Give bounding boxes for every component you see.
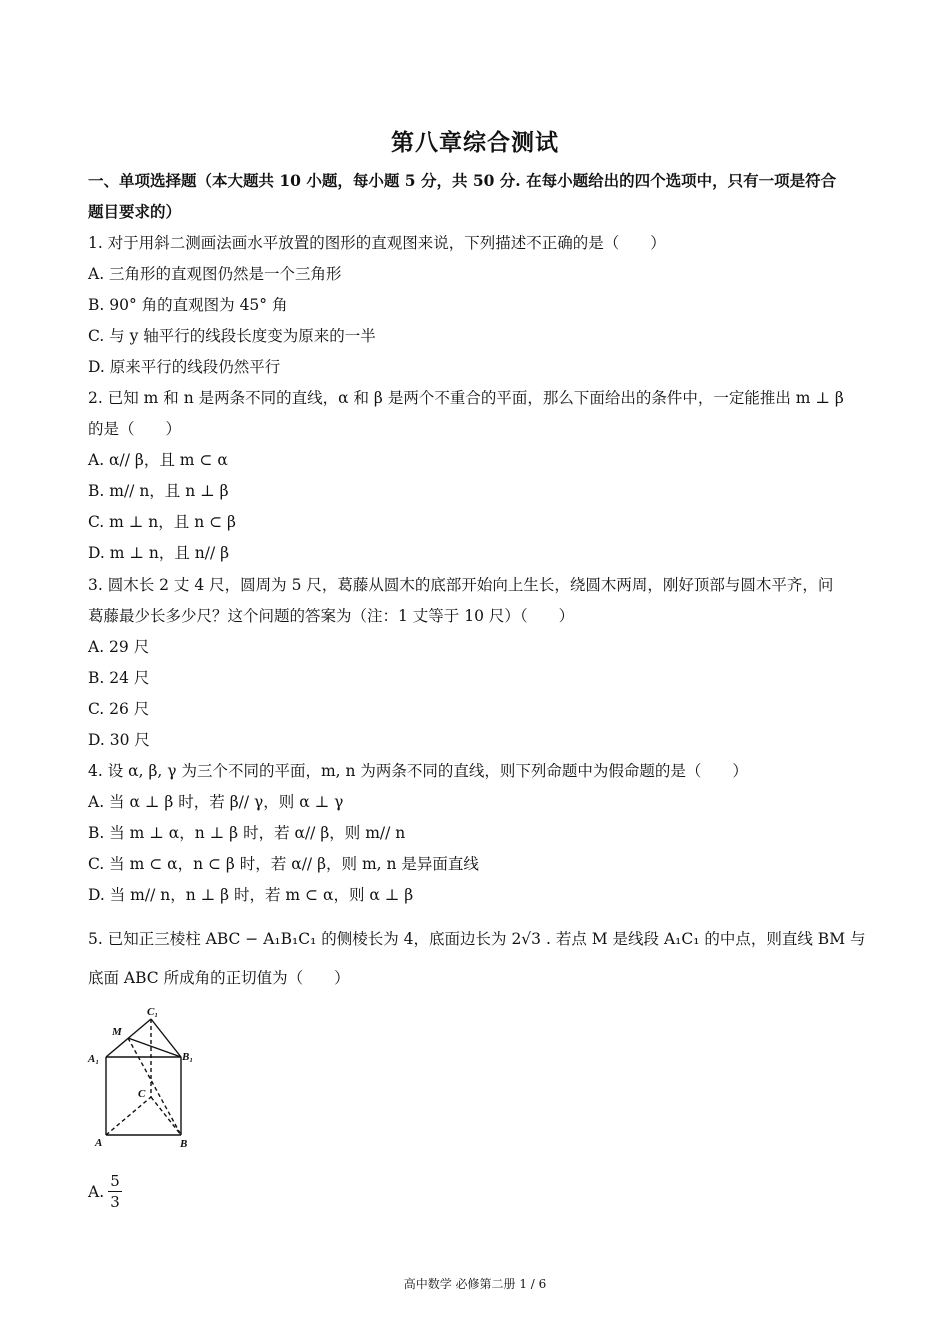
question-5-option-a-label: A. — [88, 1183, 105, 1201]
question-3-stem-cont: 葛藤最少长多少尺？这个问题的答案为（注：1 丈等于 10 尺）（ ） — [88, 607, 575, 625]
question-2-stem-cont: 的是（ ） — [88, 420, 182, 438]
question-2-option-d: D. m ⊥ n，且 n// β — [88, 544, 230, 562]
question-3-option-c: C. 26 尺 — [88, 700, 150, 718]
question-5-option-a-fraction — [108, 1172, 122, 1211]
question-3-stem: 3. 圆木长 2 丈 4 尺，圆周为 5 尺，葛藤从圆木的底部开始向上生长，绕圆木两周，刚好顶部与圆木平齐，问 — [88, 576, 834, 594]
question-1-option-d: D. 原来平行的线段仍然平行 — [88, 358, 281, 376]
question-1-stem: 1. 对于用斜二测画法画水平放置的图形的直观图来说，下列描述不正确的是（ ） — [88, 234, 666, 252]
question-3-option-a: A. 29 尺 — [88, 638, 150, 656]
question-3-option-d: D. 30 尺 — [88, 731, 150, 749]
question-5-stem-cont: 底面 ABC 所成角的正切值为（ ） — [88, 969, 350, 987]
label-c: C — [138, 1088, 146, 1100]
question-2-option-a: A. α// β，且 m ⊂ α — [88, 451, 228, 469]
label-b: B — [180, 1138, 188, 1150]
edge-a-c — [106, 1097, 151, 1135]
fraction-numerator: 5 — [108, 1172, 122, 1192]
page-title: 第八章综合测试 — [391, 129, 559, 156]
question-5-stem: 5. 已知正三棱柱 ABC − A₁B₁C₁ 的侧棱长为 4，底面边长为 2√3 . 若点 M 是线段 A₁C₁ 的中点，则直线 BM 与 — [88, 930, 866, 948]
edge-c-b — [151, 1097, 181, 1135]
question-2-option-b: B. m// n，且 n ⊥ β — [88, 482, 229, 500]
question-1-option-b: B. 90° 角的直观图为 45° 角 — [88, 296, 288, 314]
question-4-stem: 4. 设 α, β, γ 为三个不同的平面，m, n 为两条不同的直线，则下列命题中为假命题的是（ ） — [88, 762, 748, 780]
question-1-option-a: A. 三角形的直观图仍然是一个三角形 — [88, 265, 342, 283]
label-c1: C₁ — [147, 1006, 159, 1018]
label-a: A — [95, 1137, 103, 1149]
question-2-option-c: C. m ⊥ n，且 n ⊂ β — [88, 513, 236, 531]
section-heading: 一、单项选择题（本大题共 10 小题，每小题 5 分，共 50 分. 在每小题给出的四个选项中，只有一项是符合 — [88, 171, 837, 190]
label-m: M — [112, 1026, 122, 1038]
question-3-option-b: B. 24 尺 — [88, 669, 150, 687]
question-4-option-b: B. 当 m ⊥ α，n ⊥ β 时，若 α// β，则 m// n — [88, 824, 406, 842]
question-4-option-c: C. 当 m ⊂ α，n ⊂ β 时，若 α// β，则 m, n 是异面直线 — [88, 855, 479, 873]
segment-m-b — [128, 1038, 181, 1135]
question-4-option-a: A. 当 α ⊥ β 时，若 β// γ，则 α ⊥ γ — [88, 793, 344, 811]
question-2-stem: 2. 已知 m 和 n 是两条不同的直线，α 和 β 是两个不重合的平面，那么下面给出的条件中，一定能推出 m ⊥ β — [88, 389, 844, 407]
label-a1: A₁ — [88, 1053, 100, 1065]
question-4-option-d: D. 当 m// n，n ⊥ β 时，若 m ⊂ α，则 α ⊥ β — [88, 886, 414, 904]
section-heading-cont: 题目要求的） — [88, 202, 182, 221]
page-footer: 高中数学 必修第二册 1 / 6 — [403, 1277, 547, 1291]
question-1-option-c: C. 与 y 轴平行的线段长度变为原来的一半 — [88, 327, 376, 345]
label-b1: B₁ — [182, 1051, 194, 1063]
prism-figure — [84, 1002, 200, 1152]
fraction-denominator: 3 — [110, 1193, 120, 1211]
